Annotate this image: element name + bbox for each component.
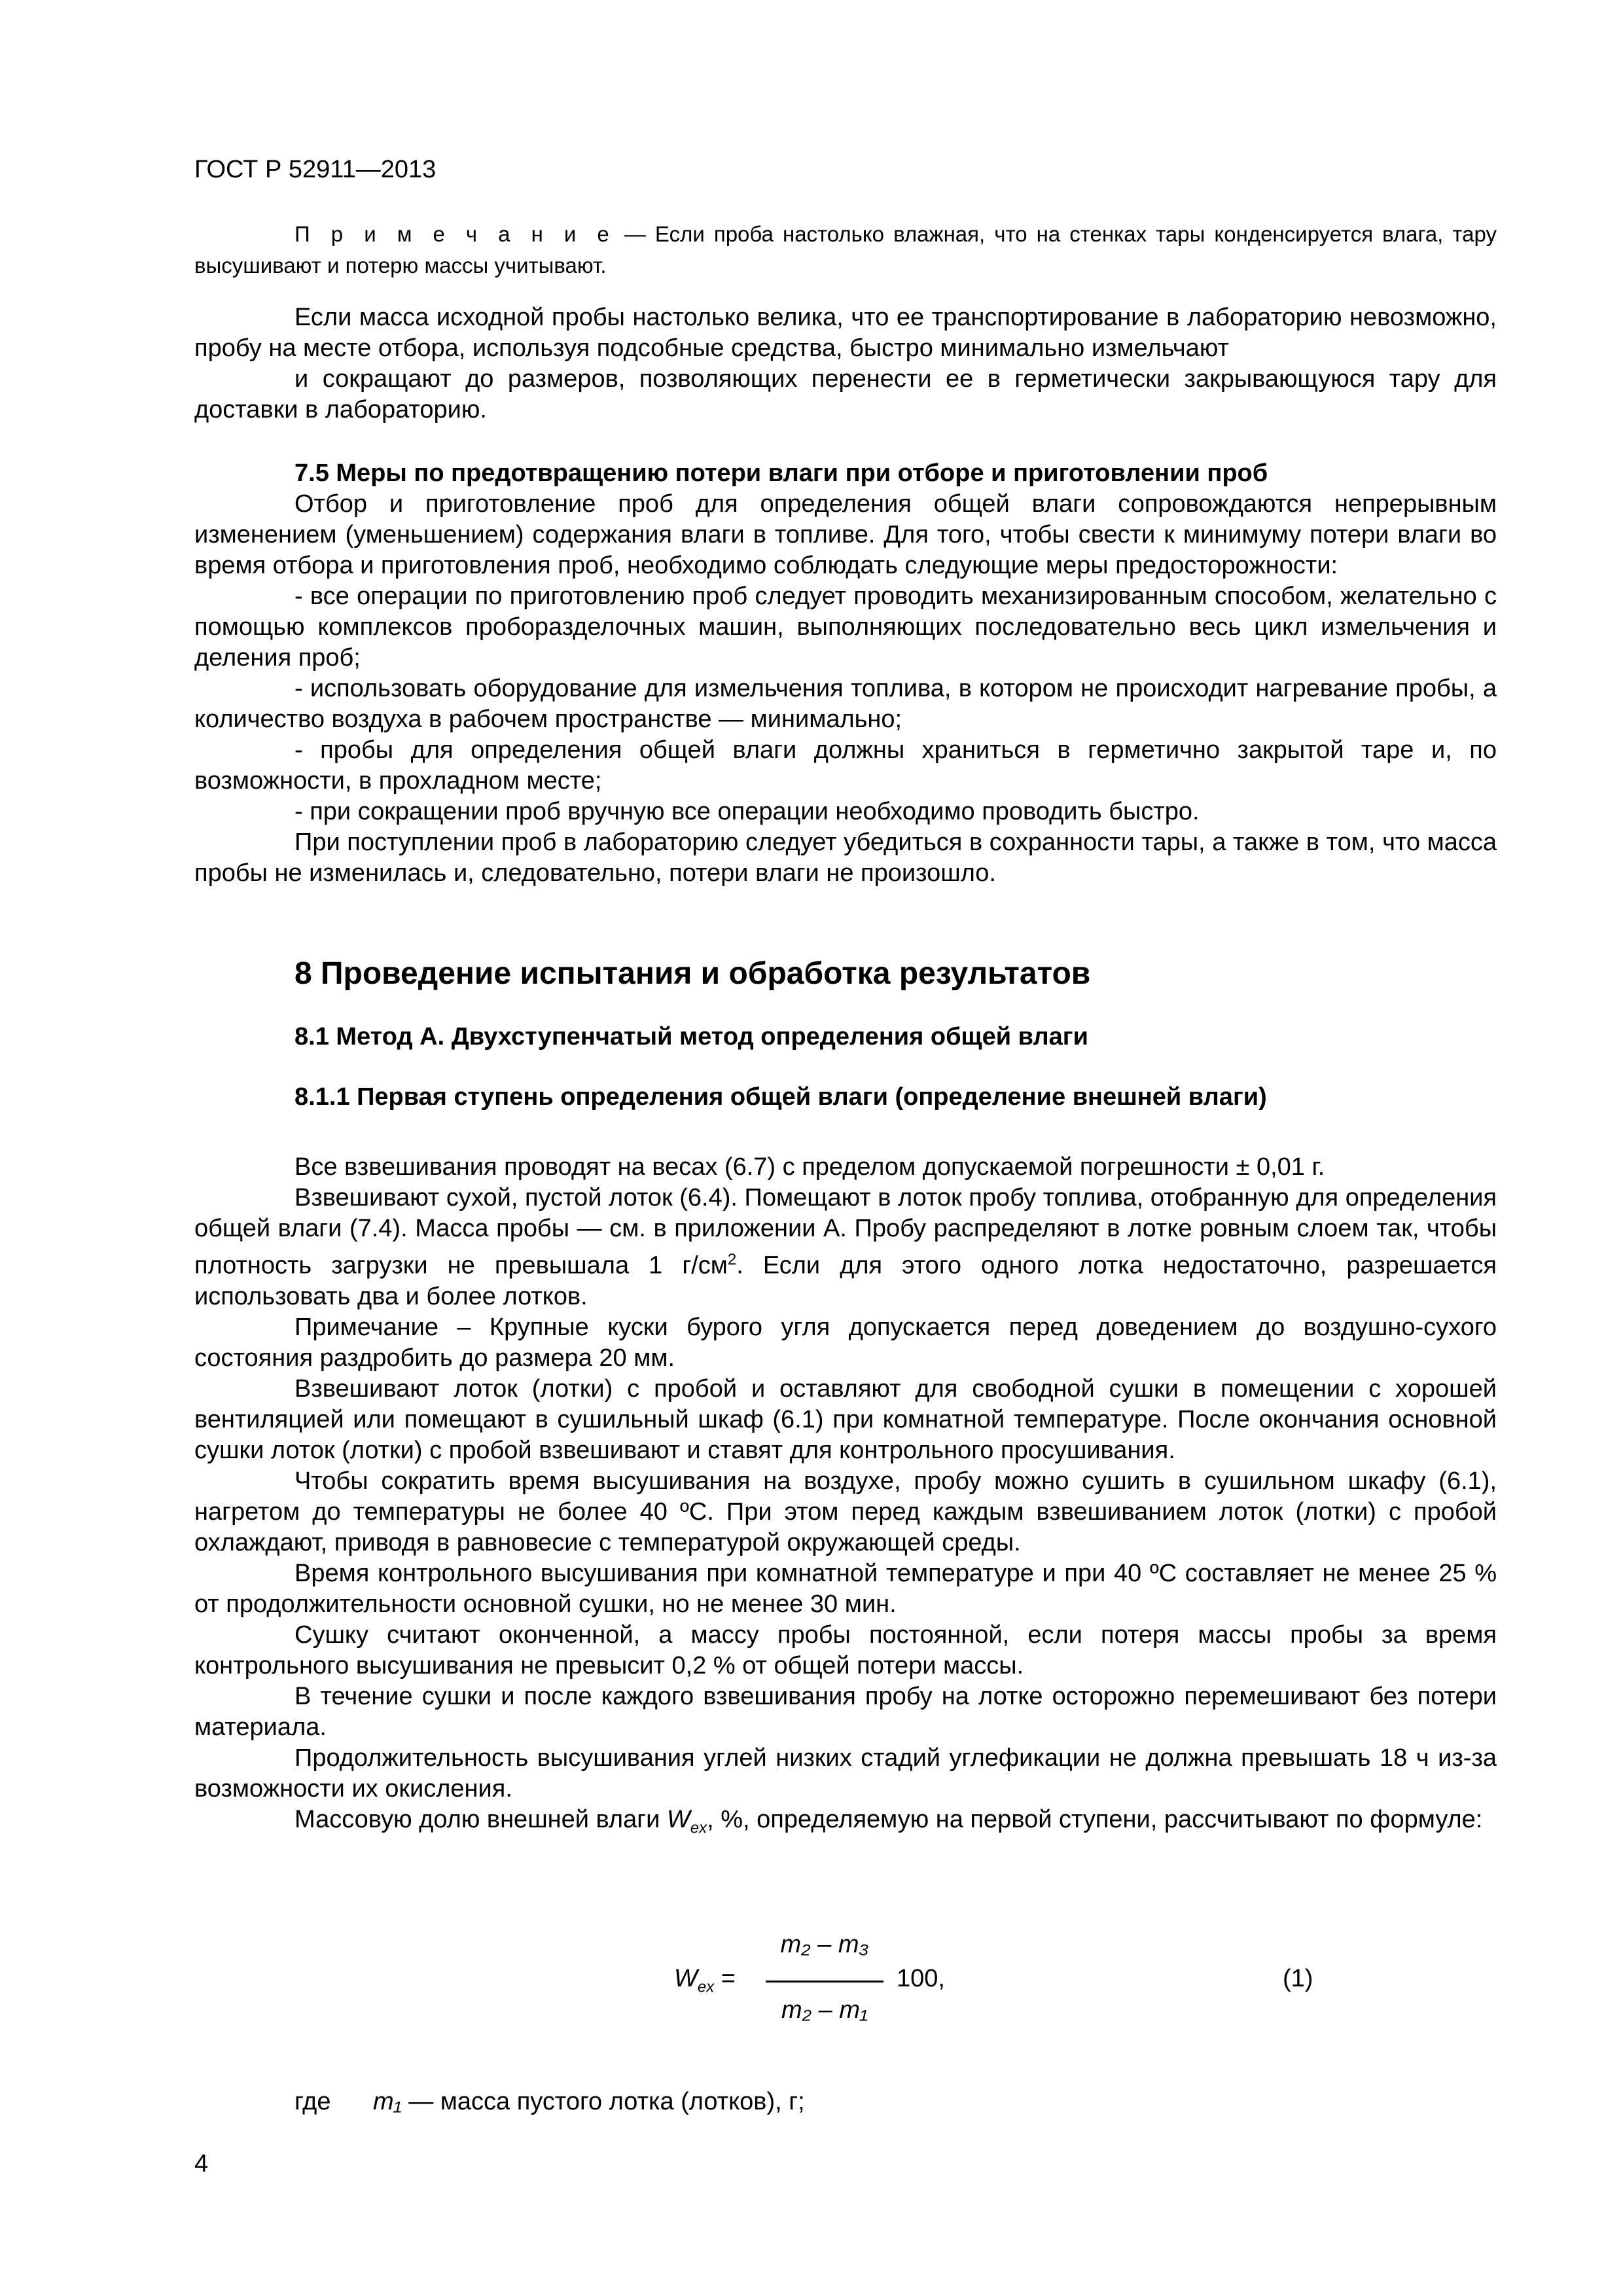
note-paragraph <box>194 219 1497 281</box>
formula-denominator: m₂ – m₁ <box>781 1996 868 2024</box>
section-7-5-bullet2: - использовать оборудование для измельчения топлива, в котором не происходит нагревание пробы, а количество воздуха в рабочем пространстве — минимально; <box>194 675 1497 733</box>
section-7-5-bullet4: - при сокращении проб вручную все операции необходимо проводить быстро. <box>294 798 1200 825</box>
large-sample-line2: и сокращают до размеров, позволяющих перенести ее в герметически закрывающуюся тару для доставки в лабораторию. <box>194 365 1497 423</box>
formula-numerator: m₂ – m₃ <box>780 1931 869 1958</box>
weighing-paragraph: Все взвешивания проводят на весах (6.7) с пределом допускаемой погрешности ± 0,01 г. <box>294 1153 1325 1181</box>
duration-paragraph: Продолжительность высушивания углей низких стадий углефикации не должна превышать 18 ч из-за возможности их окисления. <box>194 1744 1497 1803</box>
section-7-5-p2: При поступлении проб в лабораторию следует убедиться в сохранности тары, а также в том, что масса пробы не изменилась и, следовательно, потери влаги не произошло. <box>194 829 1497 887</box>
section-8-1-1-title: 8.1.1 Первая ступень определения общей влаги (определение внешней влаги) <box>294 1083 1267 1111</box>
section-8-title: 8 Проведение испытания и обработка результатов <box>294 956 1091 991</box>
large-sample-block <box>194 302 1497 425</box>
formula-lhs: $W_{ex}$ = <box>674 1965 736 1996</box>
formula-multiplier: 100, <box>897 1965 945 1992</box>
control-drying-paragraph: Время контрольного высушивания при комнатной температуре и при 40 ºС составляет не менее 25 % от продолжительности основной сушки, но не менее 30 мин. <box>194 1559 1497 1618</box>
oven-paragraph: Чтобы сократить время высушивания на воздухе, пробу можно сушить в сушильном шкафу (6.1), нагретом до температуры не более 40 ºС. При этом перед каждым взвешиванием лоток (лотки) с пробой охлаждают, приводя в равновесие с температурой окружающей среды. <box>194 1467 1497 1556</box>
large-sample-line1: Если масса исходной пробы настолько велика, что ее транспортирование в лабораторию невозможно, пробу на месте отбора, используя подсобные средства, быстро минимально измельчают <box>194 304 1497 362</box>
formula-1 <box>674 1931 1329 2036</box>
page-number: 4 <box>194 2150 209 2178</box>
formula-number: (1) <box>1283 1965 1313 1992</box>
fraction-bar <box>766 1981 883 1982</box>
constant-mass-paragraph: Сушку считают оконченной, а массу пробы постоянной, если потеря массы пробы за время контрольного высушивания не превысит 0,2 % от общей потери массы. <box>194 1621 1497 1679</box>
section-7-5-bullet3: - пробы для определения общей влаги должны храниться в герметично закрытой таре и, по возможности, в прохладном месте; <box>194 736 1497 795</box>
tray-paragraph: Взвешивают сухой, пустой лоток (6.4). Помещают в лоток пробу топлива, отобранную для определения общей влаги (7.4). Масса пробы — см. в приложении А. Пробу распределяют в лотке ровным слоем так, чтобы плотность загрузки не превышала 1 $г/см^2$. Если для этого одного лотка недостаточно, разрешается использовать два и более лотков. <box>194 1184 1497 1310</box>
section-7-5-title: 7.5 Меры по предотвращению потери влаги при отборе и приготовлении проб <box>294 459 1268 487</box>
drying-paragraph: Взвешивают лоток (лотки) с пробой и оставляют для свободной сушки в помещении с хорошей вентиляцией или помещают в сушильный шкаф (6.1) при комнатной температуре. После окончания основной сушки лоток (лотки) с пробой взвешивают и ставят для контрольного просушивания. <box>194 1374 1497 1464</box>
where-clause: где m₁ — масса пустого лотка (лотков), г; <box>294 2088 805 2115</box>
section-8-1-1-body <box>194 1152 1497 1843</box>
formula-intro: Массовую долю внешней влаги $W_{ex}$, %, определяемую на первой ступени, рассчитывают по формуле: <box>294 1805 1483 1837</box>
note-label: П р и м е ч а н и е <box>294 222 615 246</box>
document-header: ГОСТ Р 52911—2013 <box>194 156 437 183</box>
note-lignite: Примечание – Крупные куски бурого угля допускается перед доведением до воздушно-сухого состояния раздробить до размера 20 мм. <box>194 1313 1497 1372</box>
section-8-1-title: 8.1 Метод А. Двухступенчатый метод определения общей влаги <box>294 1023 1088 1050</box>
section-7-5-p1: Отбор и приготовление проб для определения общей влаги сопровождаются непрерывным изменением (уменьшением) содержания влаги в топливе. Для того, чтобы свести к минимуму потери влаги во время отбора и приготовления проб, необходимо соблюдать следующие меры предосторожности: <box>194 490 1497 579</box>
note-text: — Если проба настолько влажная, что на стенках тары конденсируется влага, тару высушивают и потерю массы учитывают. <box>194 222 1497 278</box>
section-7-5 <box>194 458 1497 889</box>
section-7-5-bullet1: - все операции по приготовлению проб следует проводить механизированным способом, желательно с помощью комплексов проборазделочных машин, выполняющих последовательно весь цикл измельчения и деления проб; <box>194 583 1497 672</box>
stirring-paragraph: В течение сушки и после каждого взвешивания пробу на лотке осторожно перемешивают без потери материала. <box>194 1682 1497 1741</box>
